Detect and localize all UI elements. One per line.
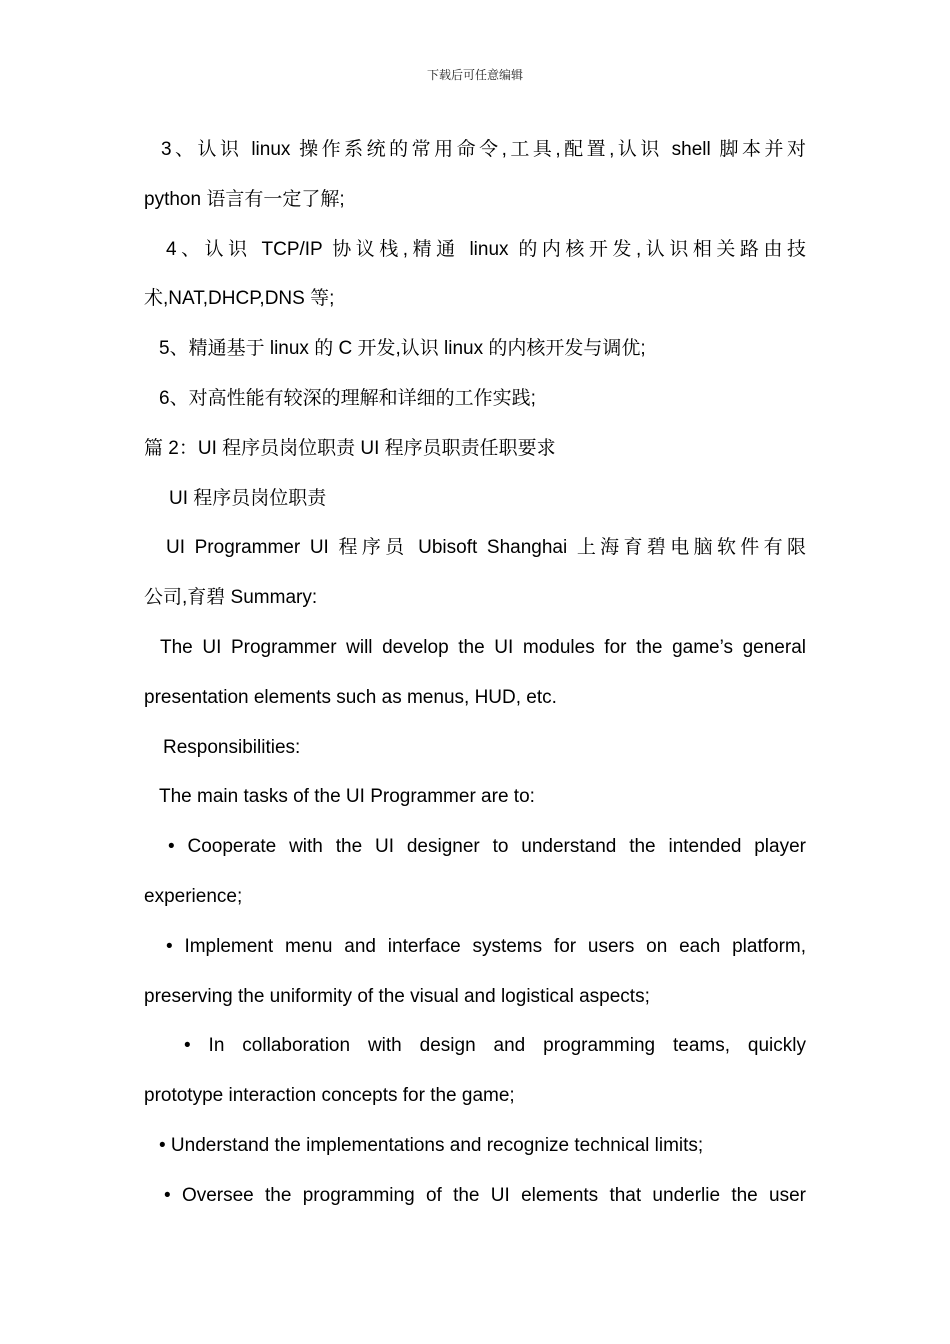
document-body	[144, 125, 806, 1221]
text-line: 6、对高性能有较深的理解和详细的工作实践;	[159, 387, 536, 409]
text-line: 篇 2：UI 程序员岗位职责 UI 程序员职责任职要求	[144, 437, 556, 459]
text-line: python 语言有一定了解;	[144, 188, 345, 210]
text-line: UI Programmer UI 程序员 Ubisoft Shanghai 上海育碧电脑软件有限	[166, 537, 806, 559]
text-line: • Cooperate with the UI designer to understand the intended player	[168, 836, 806, 858]
text-line: presentation elements such as menus, HUD, etc.	[144, 686, 557, 708]
page-header: 下载后可任意编辑	[426, 68, 523, 82]
text-line: prototype interaction concepts for the game;	[144, 1085, 515, 1107]
text-line: Responsibilities:	[163, 736, 301, 758]
text-line: 4、认识 TCP/IP 协议栈,精通 linux 的内核开发,认识相关路由技	[166, 238, 806, 260]
text-line: 术,NAT,DHCP,DNS 等;	[144, 288, 335, 310]
text-line: • Implement menu and interface systems for users on each platform,	[166, 935, 806, 957]
text-line: preserving the uniformity of the visual and logistical aspects;	[144, 985, 650, 1007]
text-line: 公司,育碧 Summary:	[144, 587, 318, 609]
text-line: • In collaboration with design and programming teams, quickly	[184, 1035, 806, 1057]
text-line: The main tasks of the UI Programmer are to:	[159, 786, 535, 808]
text-line: • Oversee the programming of the UI elements that underlie the user	[164, 1184, 806, 1206]
text-line: experience;	[144, 885, 243, 907]
text-line: 5、精通基于 linux 的 C 开发,认识 linux 的内核开发与调优;	[159, 338, 646, 360]
text-line: UI 程序员岗位职责	[169, 487, 327, 509]
text-line: 3、认识 linux 操作系统的常用命令,工具,配置,认识 shell 脚本并对	[161, 139, 806, 160]
text-line: • Understand the implementations and recognize technical limits;	[159, 1134, 704, 1156]
text-line: The UI Programmer will develop the UI modules for the game’s general	[160, 636, 806, 658]
